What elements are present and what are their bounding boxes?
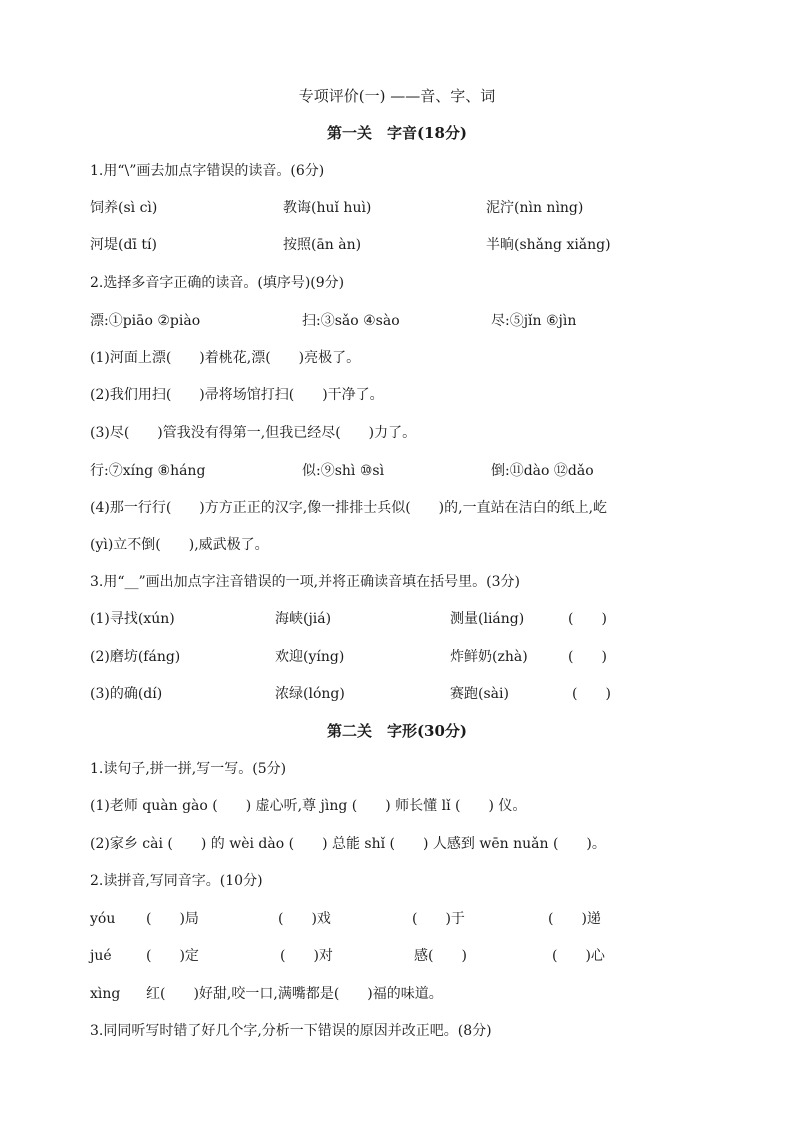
s1-q1-item: 饲养(sì cì) <box>90 200 158 216</box>
s1-q3-cell: (2)磨坊(fáng) <box>90 649 181 665</box>
s1-q3-cell: (3)的确(dí) <box>90 686 163 702</box>
s1-q3-answer-blank[interactable]: ( ) <box>568 611 607 627</box>
s1-q3-answer-blank[interactable]: ( ) <box>568 649 607 665</box>
s1-q2-option: 扫:③sǎo ④sào <box>302 313 400 329</box>
s1-q2-option: 似:⑨shì ⑩sì <box>302 463 385 479</box>
s2-q2-blank: 感( ) <box>414 948 467 964</box>
section2-heading: 第二关 字形(30分) <box>326 722 468 740</box>
s2-q3-prompt: 3.同同听写时错了好几个字,分析一下错误的原因并改正吧。(8分) <box>90 1023 492 1039</box>
worksheet-title: 专项评价(一) ——音、字、词 <box>298 87 496 105</box>
s1-q2-option: 尽:⑤jǐn ⑥jìn <box>491 313 577 329</box>
s1-q2-option: 漂:①piāo ②piào <box>90 313 201 329</box>
s1-q2-sentence: (2)我们用扫( )帚将场馆打扫( )干净了。 <box>90 387 384 403</box>
s1-q2-sentence: (yì)立不倒( ),威武极了。 <box>90 537 269 553</box>
s2-q2-prompt: 2.读拼音,写同音字。(10分) <box>90 873 263 889</box>
s1-q3-cell: 浓绿(lóng) <box>275 686 345 702</box>
s1-q3-answer-blank[interactable]: ( ) <box>572 686 611 702</box>
s1-q2-option: 行:⑦xíng ⑧háng <box>90 463 206 479</box>
s1-q2-option: 倒:⑪dào ⑫dǎo <box>491 463 594 479</box>
s2-q2-blank: ( )递 <box>548 911 601 927</box>
s2-q2-pinyin: yóu <box>90 911 116 927</box>
s1-q3-cell: 炸鲜奶(zhà) <box>450 649 528 665</box>
s2-q2-blank: ( )局 <box>146 911 199 927</box>
s2-q1-sentence: (2)家乡 cài ( ) 的 wèi dào ( ) 总能 shǐ ( ) 人感到 wēn nuǎn ( )。 <box>90 836 606 852</box>
section1-heading: 第一关 字音(18分) <box>326 124 468 142</box>
s1-q2-sentence: (1)河面上漂( )着桃花,漂( )亮极了。 <box>90 350 361 366</box>
s1-q3-cell: 海峡(jiá) <box>275 611 332 627</box>
s1-q2-prompt: 2.选择多音字正确的读音。(填序号)(9分) <box>90 275 345 291</box>
s1-q1-item: 泥泞(nìn nìng) <box>486 200 584 216</box>
s1-q3-cell: (1)寻找(xún) <box>90 611 175 627</box>
s2-q2-sentence: 红( )好甜,咬一口,满嘴都是( )福的味道。 <box>146 986 443 1002</box>
s1-q3-cell: 欢迎(yíng) <box>275 649 345 665</box>
s2-q2-blank: ( )定 <box>146 948 199 964</box>
s1-q1-item: 按照(ān àn) <box>283 237 362 253</box>
s2-q2-pinyin: jué <box>90 948 112 964</box>
s2-q2-blank: ( )戏 <box>278 911 331 927</box>
s1-q1-item: 半晌(shǎng xiǎng) <box>486 237 611 253</box>
s2-q2-pinyin: xìng <box>90 986 121 1002</box>
s1-q3-cell: 赛跑(sài) <box>450 686 509 702</box>
s2-q2-blank: ( )于 <box>412 911 465 927</box>
s2-q1-prompt: 1.读句子,拼一拼,写一写。(5分) <box>90 761 287 777</box>
s2-q2-blank: ( )心 <box>552 948 605 964</box>
s1-q3-cell: 测量(liáng) <box>450 611 525 627</box>
s1-q2-sentence: (4)那一行行( )方方正正的汉字,像一排排士兵似( )的,一直站在洁白的纸上,屹 <box>90 500 608 516</box>
s1-q3-prompt: 3.用“__”画出加点字注音错误的一项,并将正确读音填在括号里。(3分) <box>90 574 520 590</box>
s1-q2-sentence: (3)尽( )管我没有得第一,但我已经尽( )力了。 <box>90 425 417 441</box>
s1-q1-prompt: 1.用“\”画去加点字错误的读音。(6分) <box>90 163 325 179</box>
s2-q1-sentence: (1)老师 quàn gào ( ) 虚心听,尊 jìng ( ) 师长懂 lǐ ( ) 仪。 <box>90 798 527 814</box>
s1-q1-item: 教诲(huǐ huì) <box>283 200 372 216</box>
s2-q2-blank: ( )对 <box>280 948 333 964</box>
s1-q1-item: 河堤(dī tí) <box>90 237 157 253</box>
